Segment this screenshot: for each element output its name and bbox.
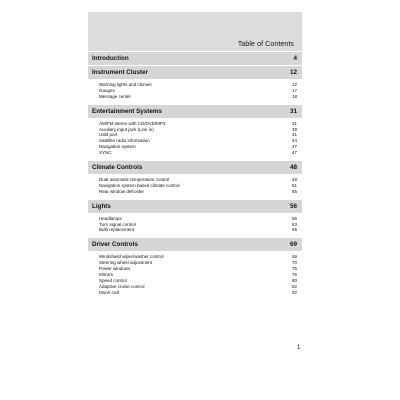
section-page: 69 [289, 241, 297, 249]
section-heading[interactable] [88, 160, 302, 174]
entry-label: Power windows [99, 266, 131, 272]
section-title: Instrument Cluster [92, 69, 148, 76]
entry-label: Auxiliary input jack (Line in) [99, 126, 154, 132]
entry-page: 47 [291, 150, 297, 156]
entry-page: 12 [291, 82, 297, 87]
entry-label: Navigation system [99, 144, 136, 150]
toc-section [88, 65, 302, 104]
entry-page: 55 [291, 188, 297, 194]
entry-label: Satellite radio information [99, 138, 150, 144]
section-page: 12 [289, 69, 297, 76]
section-title: Entertainment Systems [92, 107, 162, 115]
section-page: 31 [289, 107, 297, 115]
section-title: Introduction [92, 55, 129, 62]
entry-label: Bulb replacement [99, 227, 135, 233]
entry-label: Moon roof [99, 289, 120, 295]
entry-list [88, 251, 302, 299]
entry-label: SYNC [99, 150, 112, 156]
entry-label: Rear window defroster [99, 188, 145, 194]
section-heading[interactable] [88, 199, 302, 213]
entry-page: 82 [291, 283, 297, 289]
entry-page: 70 [291, 260, 297, 266]
section-title: Climate Controls [92, 164, 143, 172]
header-band [88, 12, 302, 51]
toc-section [88, 199, 302, 238]
entry-label: Speed control [99, 277, 127, 283]
toc-section [88, 51, 302, 65]
section-heading[interactable] [88, 51, 302, 65]
section-page: 56 [289, 202, 297, 210]
toc-entry[interactable] [88, 150, 302, 156]
entry-label: USB port [99, 132, 118, 138]
entry-list [88, 118, 302, 160]
entry-label: Headlamps [99, 215, 122, 221]
entry-page: 44 [291, 138, 297, 144]
entry-label: Gauges [99, 87, 115, 93]
entry-label: Turn signal control [99, 221, 136, 227]
section-heading[interactable] [88, 65, 302, 79]
entry-page: 92 [291, 289, 297, 295]
entry-page: 51 [291, 182, 297, 188]
entry-label: Navigation system based climate control [99, 182, 180, 188]
entry-list [88, 213, 302, 238]
entry-page: 65 [291, 227, 297, 233]
entry-page: 48 [291, 177, 297, 183]
section-title: Driver Controls [92, 241, 138, 249]
entry-list [88, 174, 302, 199]
entry-page: 47 [291, 144, 297, 150]
entry-label: AM/FM stereo with CD/DVD/MP3 [99, 120, 166, 126]
entry-page: 56 [291, 215, 297, 221]
toc-section [88, 160, 302, 199]
toc-section [88, 237, 302, 299]
entry-label: Dual automatic temperature control [99, 177, 170, 183]
entry-label: Adaptive cruise control [99, 283, 145, 289]
entry-page: 75 [291, 266, 297, 272]
section-title: Lights [92, 202, 111, 210]
entry-label: Mirrors [99, 272, 113, 278]
entry-page: 76 [291, 272, 297, 278]
entry-page: 18 [291, 93, 297, 99]
section-page: 48 [289, 164, 297, 172]
entry-page: 80 [291, 277, 297, 283]
section-heading[interactable] [88, 104, 302, 118]
entry-page: 63 [291, 221, 297, 227]
page-title: Table of Contents [237, 41, 294, 48]
toc-entry[interactable] [88, 94, 302, 100]
entry-label: Steering wheel adjustment [99, 260, 153, 266]
toc-entry[interactable] [88, 227, 302, 233]
entry-label: Message center [99, 93, 132, 99]
entry-page: 17 [291, 87, 297, 93]
entry-label: Windshield wiper/washer control [99, 254, 164, 260]
entry-page: 41 [291, 132, 297, 138]
table-of-contents [88, 51, 302, 300]
section-heading[interactable] [88, 237, 302, 251]
entry-page: 39 [291, 126, 297, 132]
entry-page: 31 [291, 120, 297, 126]
entry-label: Warning lights and chimes [99, 82, 152, 87]
entry-list [88, 79, 302, 104]
section-page: 4 [293, 55, 297, 62]
toc-entry[interactable] [88, 189, 302, 195]
page-number: 1 [297, 345, 301, 351]
toc-section [88, 104, 302, 160]
entry-page: 69 [291, 254, 297, 260]
toc-entry[interactable] [88, 290, 302, 296]
